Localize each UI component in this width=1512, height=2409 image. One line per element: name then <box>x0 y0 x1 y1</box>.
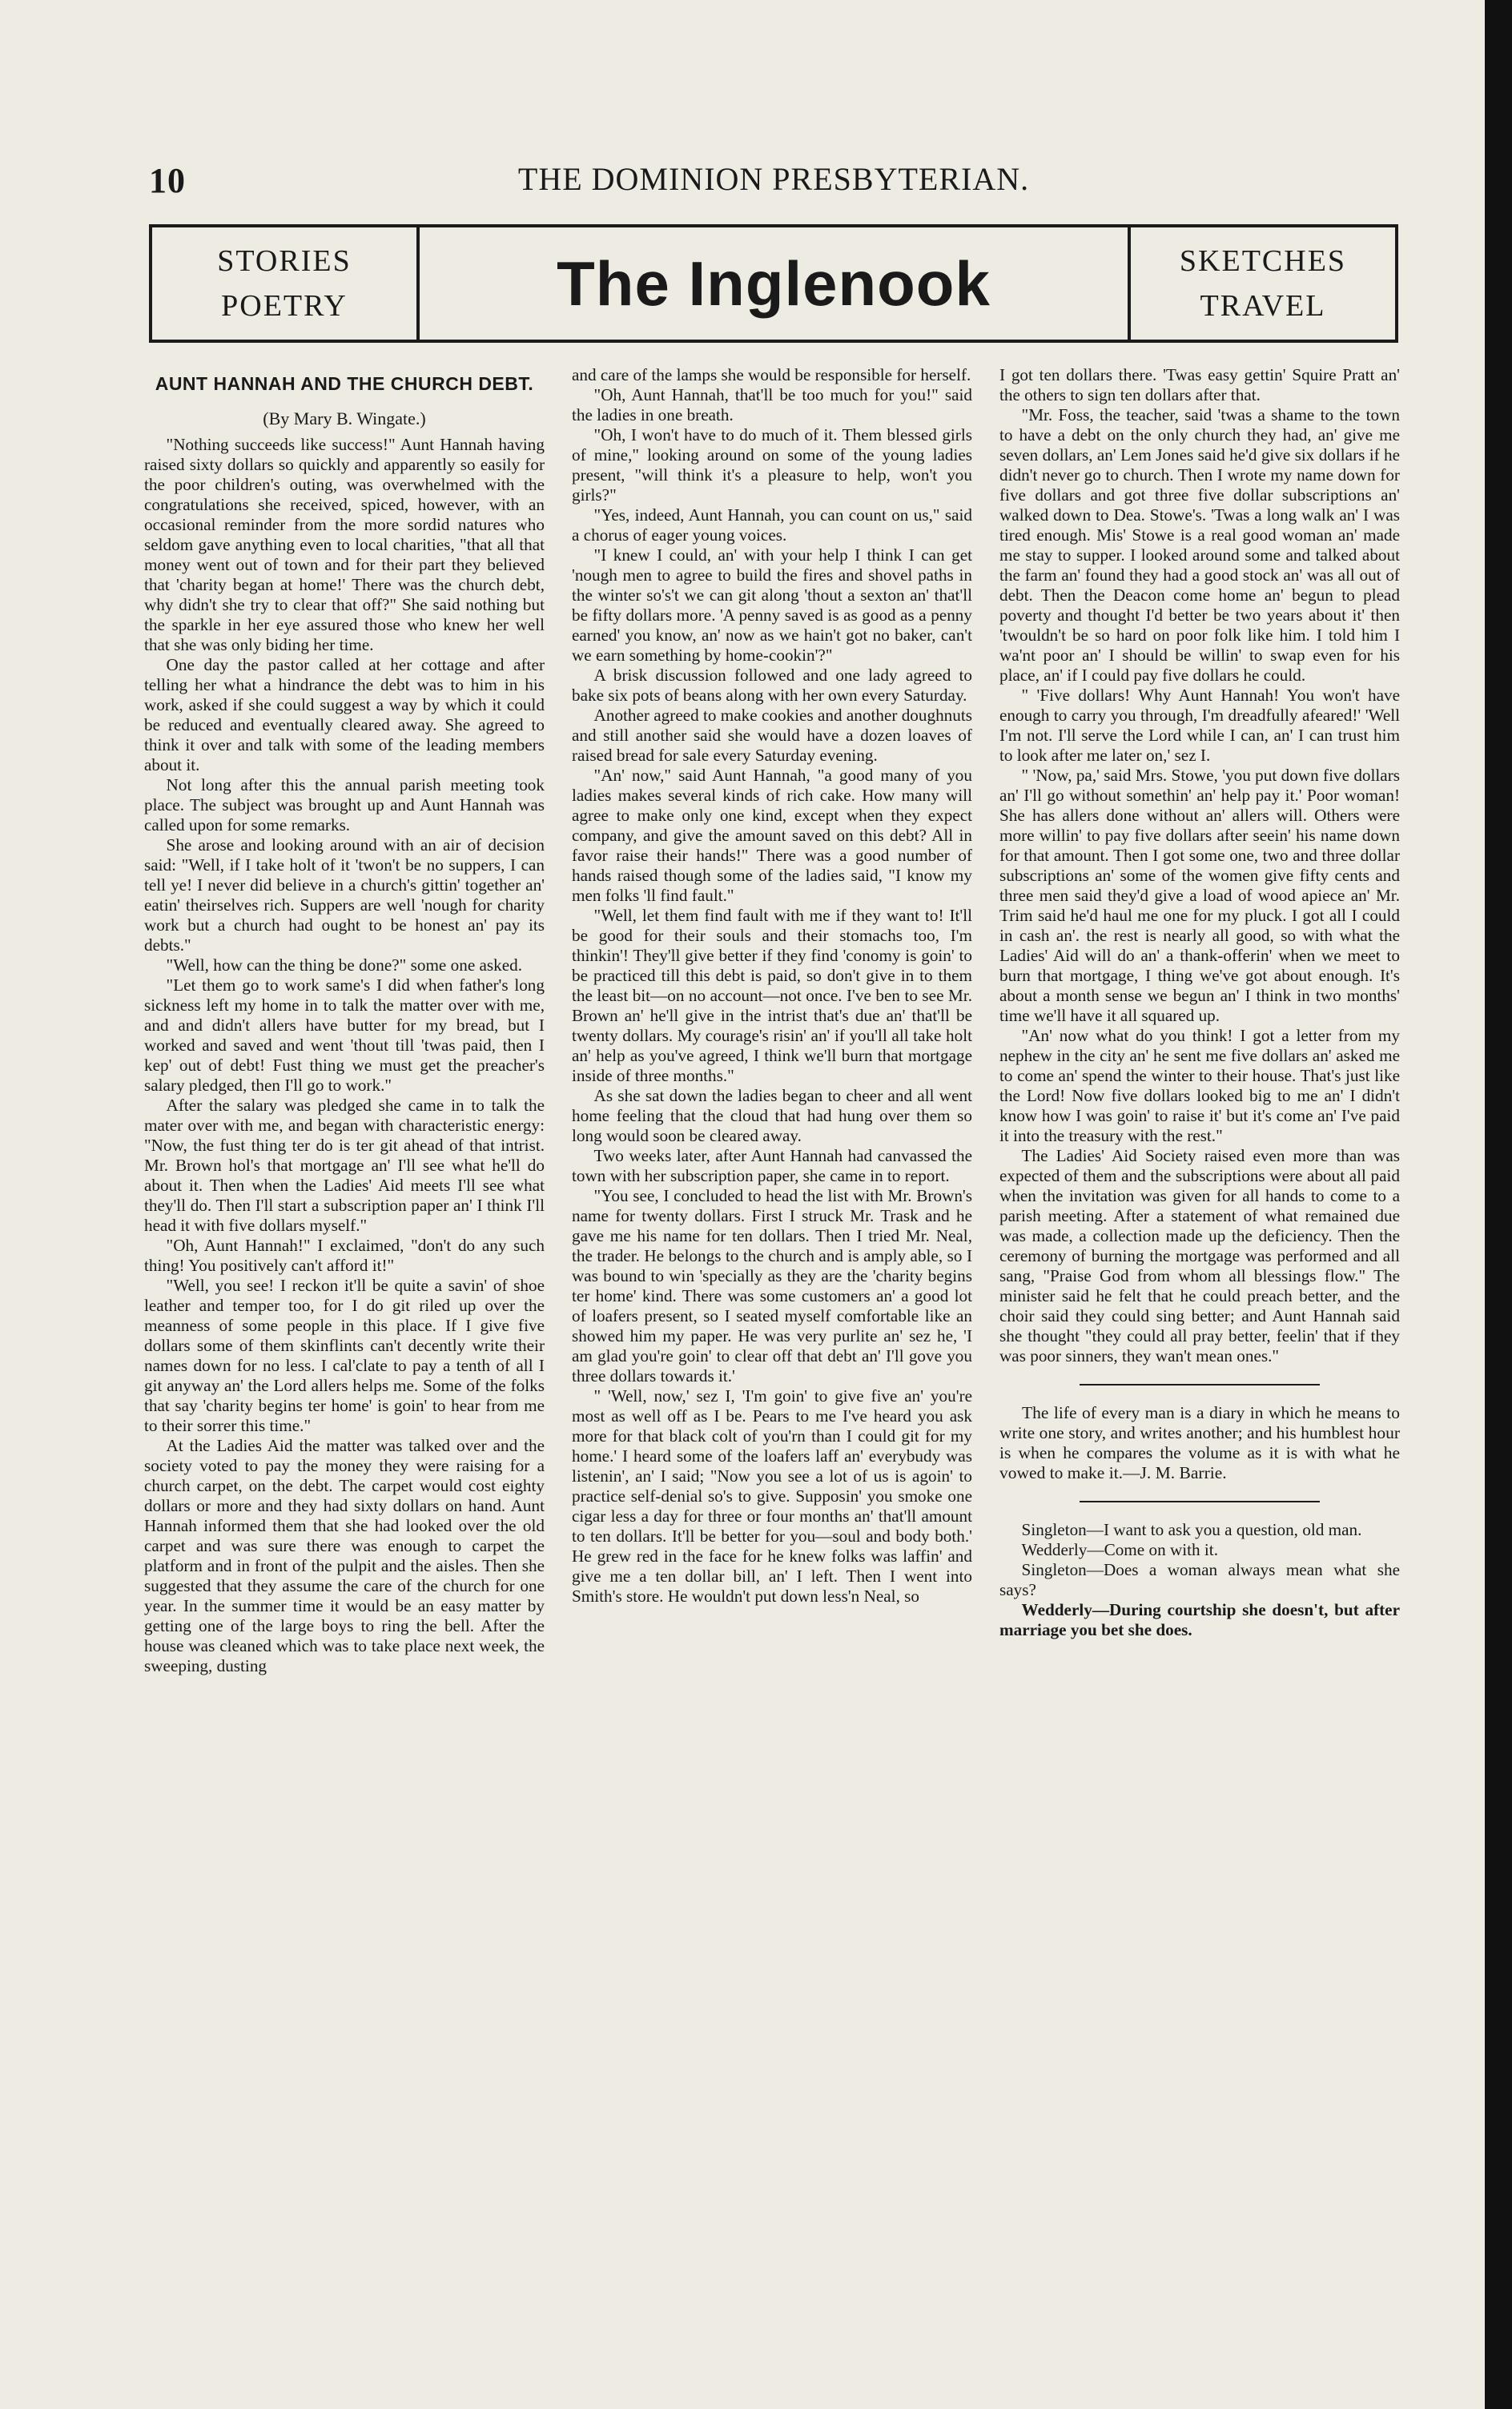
paragraph: Two weeks later, after Aunt Hannah had canvassed the town with her subscription paper, she came in to report. <box>572 1146 972 1185</box>
paragraph: "An' now what do you think! I got a letter from my nephew in the city an' he sent me five dollars an' asked me to come an' spend the winter to their house. That's just like the Lord! Now five dollars looked big to me an' I didn't know how I was goin' to raise it' but it's come an' I've paid it into the treasury with the rest." <box>999 1026 1400 1145</box>
section-masthead <box>149 224 1398 343</box>
paragraph: One day the pastor called at her cottage and after telling her what a hindrance the debt was to him in his work, asked if she could suggest a way by which it could be reduced and eventually cleared away. She agreed to think it over and talk with some of the leading members about it. <box>144 655 545 774</box>
quote-block <box>999 1403 1400 1483</box>
masthead-poetry: POETRY <box>221 289 348 323</box>
column-2 <box>572 365 972 2367</box>
paragraph: "Let them go to work same's I did when father's long sickness left my home in to talk the matter over with me, and and didn't allers have butter for my bread, but I worked and saved and went 'thout till 'twas paid, then I kep' out of debt! Fust thing we must get the preacher's salary pledged, then I'll go to work." <box>144 975 545 1095</box>
paragraph: "Well, you see! I reckon it'll be quite a savin' of shoe leather and temper too, for I do git riled up over the meanness of some people in this place. If I give five dollars some of them skinflints can't decently write their names down for no less. I cal'clate to pay a tenth of all I git anyway an' the Lord allers helps me. Some of the folks that say 'charity begins ter home' is goin' to hear from me to their sorrer this time." <box>144 1276 545 1435</box>
paragraph: "An' now," said Aunt Hannah, "a good many of you ladies makes several kinds of rich cake. How many will agree to make only one kind, except when they expect company, and give the amount saved on this debt? All in favor raise their hands!" There was a good number of hands raised though some of the ladies said, "I know my men folks 'll find fault." <box>572 766 972 905</box>
paragraph: " 'Five dollars! Why Aunt Hannah! You won't have enough to carry you through, I'm dreadfully afeared!' 'Well I'm not. I'll serve the Lord while I can, an' I can trust him to look after me later on,' sez I. <box>999 686 1400 765</box>
paragraph: "Yes, indeed, Aunt Hannah, you can count on us," said a chorus of eager young voices. <box>572 505 972 545</box>
divider-rule <box>1080 1384 1320 1385</box>
masthead-left-box <box>152 227 420 340</box>
column-3 <box>999 365 1400 2367</box>
article-columns <box>144 365 1400 2367</box>
joke-line: Wedderly—During courtship she doesn't, but after marriage you bet she does. <box>999 1600 1400 1639</box>
paragraph: Not long after this the annual parish meeting took place. The subject was brought up and Aunt Hannah was called upon for some remarks. <box>144 775 545 835</box>
paragraph: At the Ladies Aid the matter was talked over and the society voted to pay the money they were raising for a church carpet, on the debt. The carpet would cost eighty dollars or more and they had sixty dollars on hand. Aunt Hannah informed them that she had looked over the old carpet and was sure there was enough to carpet the platform and in front of the pulpit and the aisles. Then she suggested that they assume the care of the church for one year. In the summer time it would be an easy matter by getting one of the large boys to ring the bell. After the house was cleaned which was to take place next week, the sweeping, dusting <box>144 1436 545 1675</box>
publication-title: THE DOMINION PRESBYTERIAN. <box>517 161 1030 197</box>
masthead-travel: TRAVEL <box>1200 289 1326 323</box>
paragraph: "Well, let them find fault with me if they want to! It'll be good for their souls and their stomachs too, I'm thinkin'! They'll give better if they find 'conomy is goin' to be practiced till this debt is paid, so don't give in to them the least bit—on no account—not once. I've ben to see Mr. Brown an' he'll give in the intrist that's due an' that'll be twenty dollars. My courage's risin' an' if you'll all take holt an' help as you've agreed, I think we'll burn that mortgage inside of three months." <box>572 906 972 1085</box>
masthead-stories: STORIES <box>217 244 352 278</box>
article-byline: (By Mary B. Wingate.) <box>263 408 426 428</box>
paragraph: "Oh, Aunt Hannah, that'll be too much for you!" said the ladies in one breath. <box>572 385 972 424</box>
paragraph: and care of the lamps she would be responsible for herself. <box>572 365 971 384</box>
article-title: AUNT HANNAH AND THE CHURCH DEBT. <box>155 373 534 394</box>
masthead-title: The Inglenook <box>557 247 991 319</box>
paragraph: " 'Now, pa,' said Mrs. Stowe, 'you put down five dollars an' I'll go without somethin' an' help pay it.' Poor woman! She has allers done without an' allers will. Others were more willin' to pay five dollars after seein' his name down for that amount. Then I got some one, two and three dollar subscriptions an' some of the women give fifty cents and three men said they'd give a load of wood apiece an' Mr. Trim said he'd haul me one for my pluck. I got all I could in cash an'. the rest is nearly all good, so with what the Ladies' Aid will do an' a thank-offerin' when we meet to burn that mortgage, I thing we've got about enough. It's about a month sense we begun an' I think in two months' time we'll have it all squared up. <box>999 766 1400 1025</box>
joke-line: Singleton—I want to ask you a question, old man. <box>1021 1520 1362 1539</box>
scan-edge <box>1485 0 1512 2409</box>
column-1 <box>144 365 545 2367</box>
paragraph: "You see, I concluded to head the list with Mr. Brown's name for twenty dollars. First I struck Mr. Trask and he gave me his name for ten dollars. Then I tried Mr. Neal, the trader. He belongs to the church and is amply able, so I was bound to win 'specially as they are the 'charity begins ter home' kind. There was some customers an' a good lot of loafers present, so I seated myself comfortable like an showed him my paper. He was very purlite an' sez he, 'I am glad you're goin' to clear off that debt an' I'll gove you three dollars towards it.' <box>572 1186 972 1385</box>
paragraph: "Mr. Foss, the teacher, said 'twas a shame to the town to have a debt on the only church they had, an' give me seven dollars, an' Lem Jones said he'd give six dollars if he didn't never go to church. Then I wrote my name down for five dollars and got three five dollar subscriptions an' walked down to Dea. Stowe's. 'Twas a long walk an' I was tired enough. Mis' Stowe is a real good woman an' made me stay to supper. I looked around some and talked about the farm an' found they had a good stock an' was all out of debt. Then the Deacon come home an' begun to plead poverty and thought I'd better be two years about it' then 'twouldn't be so hard on poor folk like him. I told him I wa'nt poor an' I should be willin' to swap even for his place, an' if I could pay five dollars he could. <box>999 405 1400 685</box>
paragraph: The Ladies' Aid Society raised even more than was expected of them and the subscriptions were about all paid when the invitation was given for all hands to come to a parish meeting. After a statement of what remained due was made, a collection made up the deficiency. Then the ceremony of burning the mortgage was performed and all sang, "Praise God from whom all blessings flow." The minister said he felt that he could preach better, and the choir said they could sing better; and Aunt Hannah said she thought "they could all pray better, feelin' that if they was poor sinners, they wan't mean ones." <box>999 1146 1400 1365</box>
joke-block <box>999 1520 1400 1640</box>
paragraph: "Oh, Aunt Hannah!" I exclaimed, "don't do any such thing! You positively can't afford it!" <box>144 1236 545 1275</box>
paragraph: "I knew I could, an' with your help I think I can get 'nough men to agree to build the fires and shovel paths in the winter so's't we can git along 'thout a sexton an' that'll be fifty dollars more. 'A penny saved is as good as a penny earned' you know, an' now as we hain't got no baker, can't we earn something by home-cookin'?" <box>572 545 972 665</box>
quote-text: The life of every man is a diary in which he means to write one story, and writes another; and his humblest hour is when he compares the volume as it is with what he vowed to make it.—J. M. Barrie. <box>999 1403 1400 1482</box>
paragraph: After the salary was pledged she came in to talk the mater over with me, and began with characteristic energy: "Now, the fust thing ter do is ter git ahead of that intrist. Mr. Brown hol's that mortgage an' I'll see what he'll do about it. Then when the Ladies' Aid meets I'll see what they'll do. Then I'll start a subscription paper an' I think I'll head it with five dollars myself." <box>144 1096 545 1235</box>
paragraph: A brisk discussion followed and one lady agreed to bake six pots of beans along with her own every Saturday. <box>572 666 972 705</box>
paragraph: "Oh, I won't have to do much of it. Them blessed girls of mine," looking around on some of the young ladies present, "will think it's a pleasure to help, won't you girls?" <box>572 425 972 505</box>
page-number: 10 <box>149 161 186 200</box>
divider-rule <box>1080 1501 1320 1502</box>
joke-line: Wedderly—Come on with it. <box>1021 1540 1218 1559</box>
paragraph: "Well, how can the thing be done?" some one asked. <box>166 955 523 975</box>
page-header <box>149 160 1398 208</box>
paragraph: "Nothing succeeds like success!" Aunt Hannah having raised sixty dollars so quickly and apparently so easily for the poor children's outing, was overwhelmed with the congratulations she received, spiced, however, with an occasional reminder from the more sordid natures who seldom gave anything even to local charities, "that all that money went out of town and for their part they believed that 'charity began at home!' There was the church debt, why didn't she try to clear that off?" She said nothing but the sparkle in her eye assured those who knew her well that she was only biding her time. <box>144 435 545 654</box>
paragraph: " 'Well, now,' sez I, 'I'm goin' to give five an' you're most as well off as I be. Pears to me I've heard you ask more for that black colt of you'rn than I could git for my home.' I heard some of the loafers laff an' everybudy was listenin', an' I said; "Now you see a lot of us is agoin' to practice self-denial so's to give. Supposin' you smoke one cigar less a day for three or four months an' that'll amount to ten dollars. It'll be better for you—soul and body both.' He grew red in the face for he knew folks was laffin' and give me a ten dollar bill, an' I left. Then I went into Smith's store. He wouldn't put down less'n Neal, so <box>572 1386 972 1606</box>
paragraph: As she sat down the ladies began to cheer and all went home feeling that the cloud that had hung over them so long would soon be cleared away. <box>572 1086 972 1145</box>
paragraph: I got ten dollars there. 'Twas easy gettin' Squire Pratt an' the others to sign ten dollars after that. <box>999 365 1400 404</box>
masthead-sketches: SKETCHES <box>1179 244 1347 278</box>
joke-line: Singleton—Does a woman always mean what she says? <box>999 1560 1400 1599</box>
paragraph: Another agreed to make cookies and another doughnuts and still another said she would have a dozen loaves of raised bread for sale every Saturday evening. <box>572 706 972 765</box>
paragraph: She arose and looking around with an air of decision said: "Well, if I take holt of it 'twon't be no suppers, I can tell ye! I never did believe in a church's gittin' together an' eatin' theirselves rich. Suppers are well 'nough for charity work but a church had ought to be honest an' pay its debts." <box>144 835 545 955</box>
masthead-right-box <box>1128 227 1395 340</box>
